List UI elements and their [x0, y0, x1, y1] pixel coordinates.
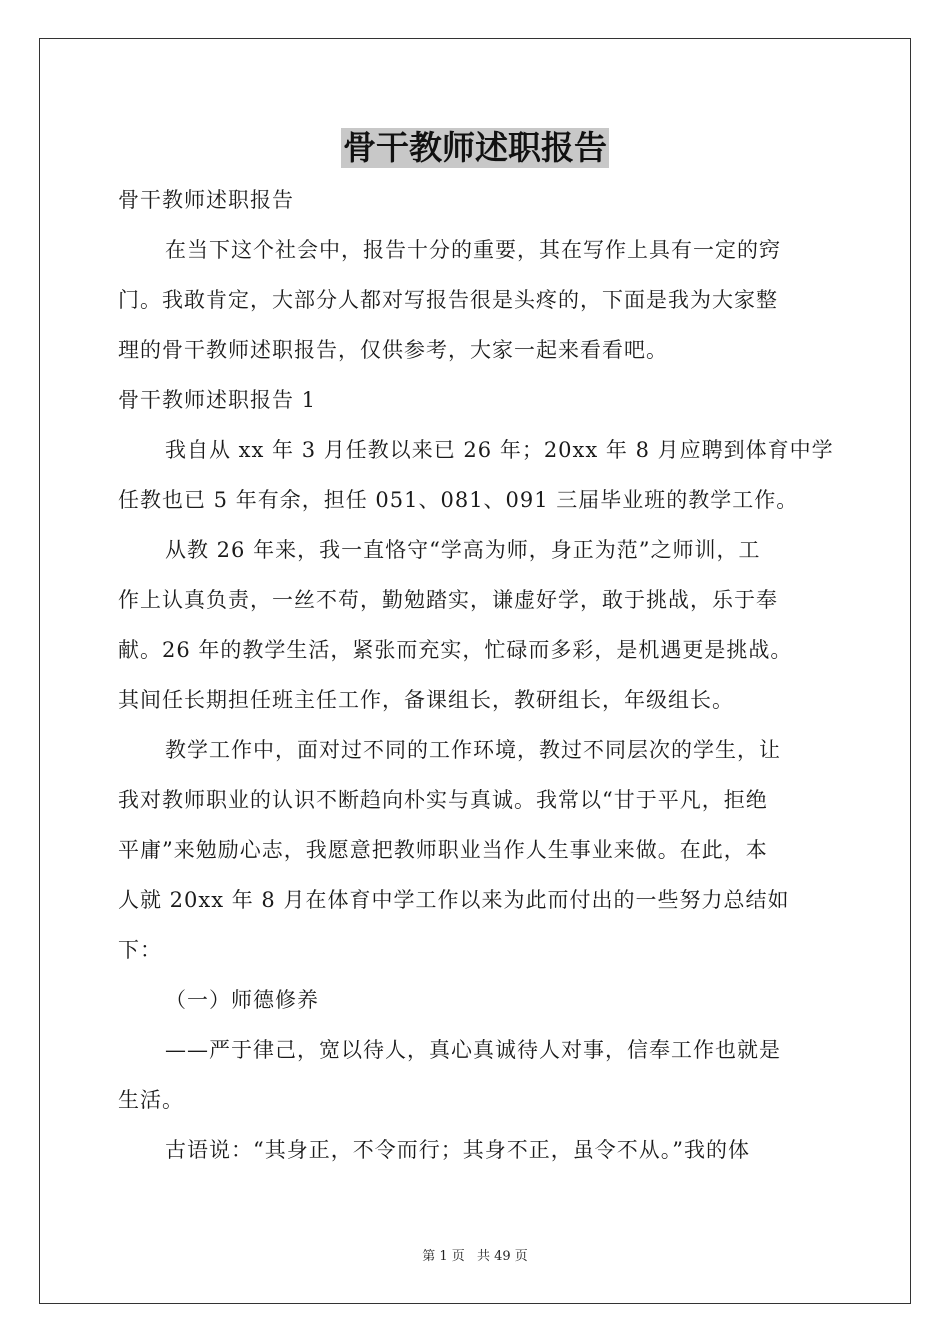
section-heading: 骨干教师述职报告 1 [118, 388, 317, 412]
page-total: 共 49 页 [476, 1249, 528, 1264]
paragraph-line: 我自从 xx 年 3 月任教以来已 26 年；20xx 年 8 月应聘到体育中学 [165, 438, 834, 462]
document-title: 骨干教师述职报告 [343, 128, 607, 167]
paragraph-line: 教学工作中，面对过不同的工作环境，教过不同层次的学生，让 [165, 738, 781, 762]
page-number: 第 1 页 [422, 1249, 465, 1264]
paragraph-line: 理的骨干教师述职报告，仅供参考，大家一起来看看吧。 [118, 338, 668, 362]
paragraph-line: 下： [118, 938, 162, 962]
paragraph-line: ——严于律己，宽以待人，真心真诚待人对事，信奉工作也就是 [165, 1038, 781, 1062]
paragraph-line: 人就 20xx 年 8 月在体育中学工作以来为此而付出的一些努力总结如 [118, 888, 790, 912]
title-container [0, 128, 950, 168]
paragraph-line: 平庸”来勉励心志，我愿意把教师职业当作人生事业来做。在此，本 [118, 838, 768, 862]
page-footer [0, 1248, 950, 1266]
page-border [39, 38, 911, 1304]
paragraph-line: 门。我敢肯定，大部分人都对写报告很是头疼的，下面是我为大家整 [118, 288, 778, 312]
paragraph-line: 其间任长期担任班主任工作，备课组长，教研组长，年级组长。 [118, 688, 734, 712]
paragraph-line: 我对教师职业的认识不断趋向朴实与真诚。我常以“甘于平凡，拒绝 [118, 788, 768, 812]
subtitle-line: 骨干教师述职报告 [118, 188, 294, 212]
paragraph-line: 从教 26 年来，我一直恪守“学高为师，身正为范”之师训，工 [165, 538, 761, 562]
paragraph-line: 生活。 [118, 1088, 184, 1112]
paragraph-line: 献。26 年的教学生活，紧张而充实，忙碌而多彩，是机遇更是挑战。 [118, 638, 793, 662]
paragraph-line: 作上认真负责，一丝不苟，勤勉踏实，谦虚好学，敢于挑战，乐于奉 [118, 588, 778, 612]
paragraph-line: 在当下这个社会中，报告十分的重要，其在写作上具有一定的窍 [165, 238, 781, 262]
paragraph-line: 古语说：“其身正，不令而行；其身不正，虽令不从。”我的体 [165, 1138, 750, 1162]
paragraph-line: 任教也已 5 年有余，担任 051、081、091 三届毕业班的教学工作。 [118, 488, 799, 512]
subsection-heading: （一）师德修养 [165, 988, 319, 1012]
